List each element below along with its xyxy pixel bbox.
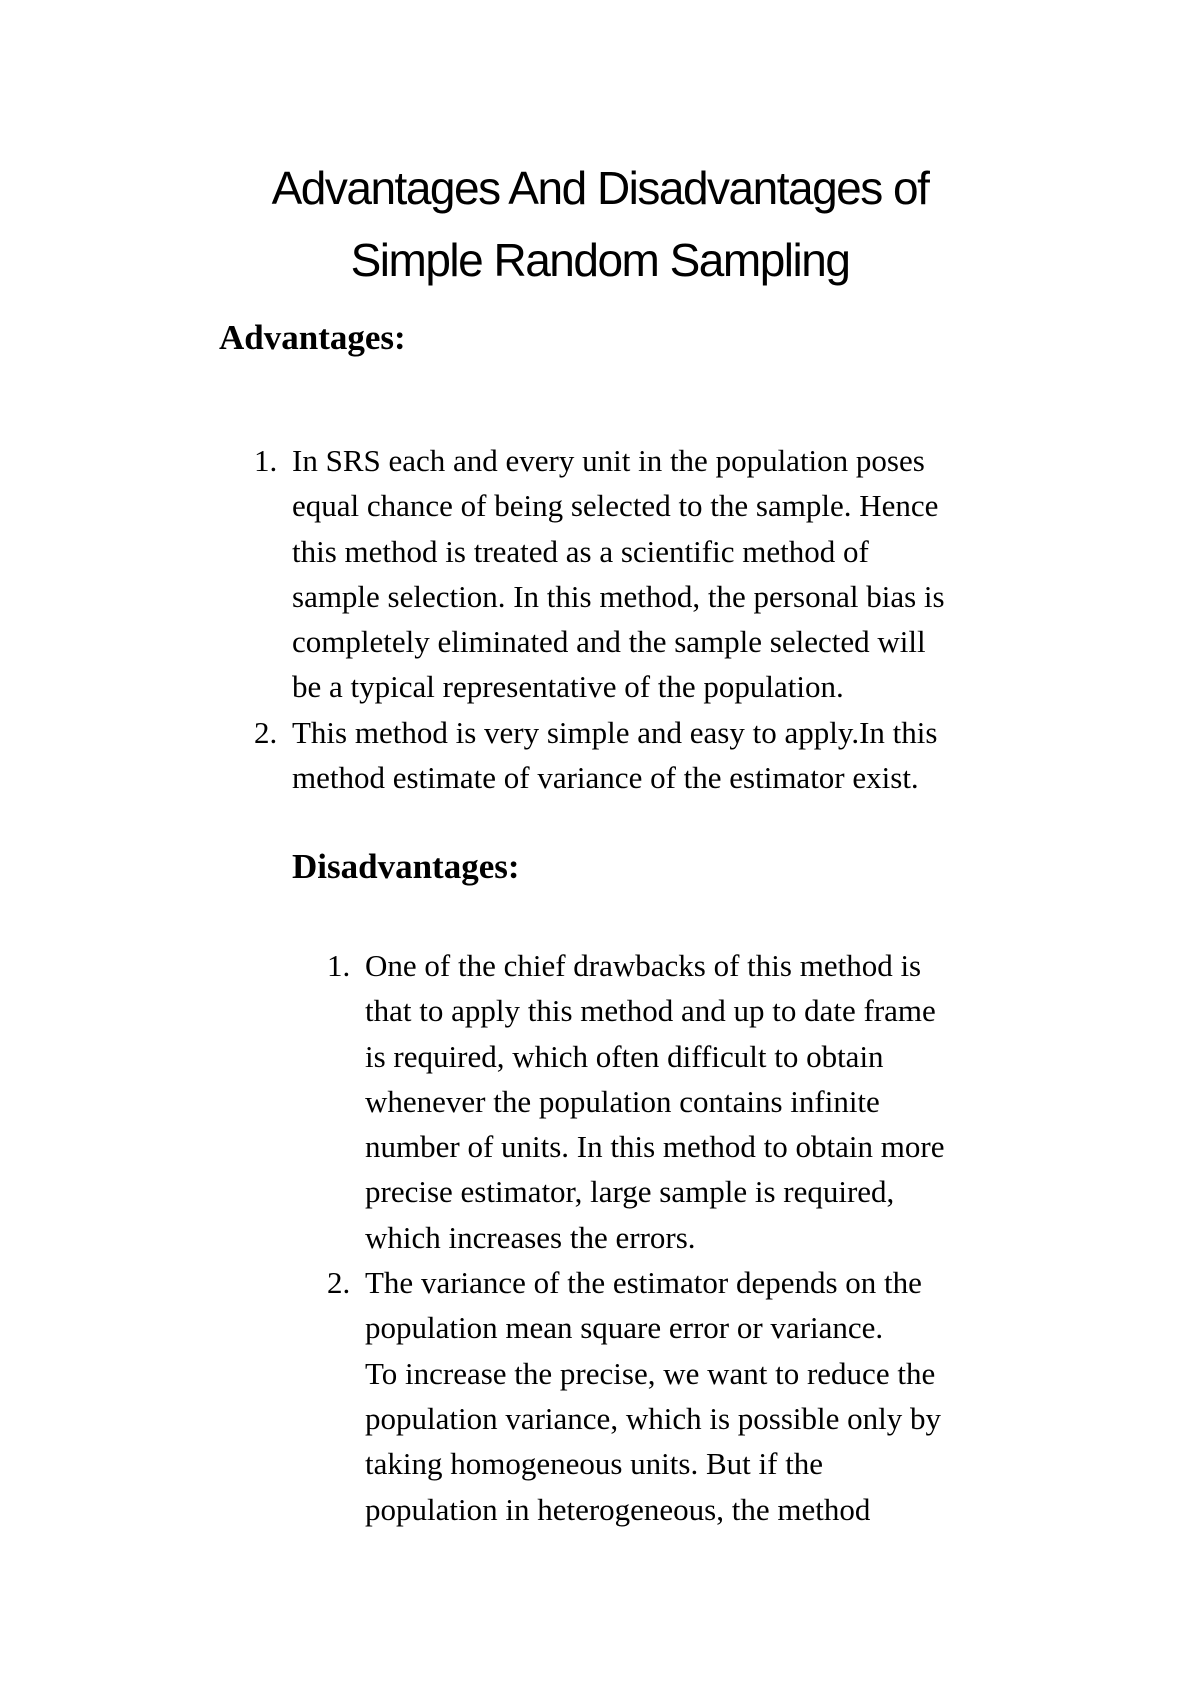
list-line: number of units. In this method to obtain more	[365, 1129, 945, 1165]
disadvantages-item-2	[327, 1260, 1125, 1532]
disadvantages-heading: Disadvantages:	[292, 847, 520, 886]
list-line: whenever the population contains infinite	[365, 1083, 880, 1119]
list-number: 1.	[327, 948, 351, 983]
list-line: precise estimator, large sample is required,	[365, 1174, 895, 1210]
title-line-2: Simple Random Sampling	[350, 234, 850, 286]
list-line: sample selection. In this method, the personal bias is	[292, 578, 945, 614]
advantages-list	[254, 438, 1112, 800]
list-line: population variance, which is possible only by	[365, 1400, 941, 1436]
list-line: equal chance of being selected to the sample. Hence	[292, 488, 939, 524]
list-line: To increase the precise, we want to reduce the	[365, 1355, 936, 1391]
document-title	[200, 152, 1000, 296]
list-line: taking homogeneous units. But if the	[365, 1446, 824, 1482]
list-line: which increases the errors.	[365, 1219, 696, 1255]
advantages-heading: Advantages:	[219, 318, 406, 357]
list-line: One of the chief drawbacks of this method is	[365, 948, 922, 983]
advantages-item-1	[254, 438, 1112, 710]
list-line: method estimate of variance of the estimator exist.	[292, 760, 919, 796]
advantages-item-2	[254, 710, 1112, 801]
list-line: completely eliminated and the sample selected will	[292, 624, 926, 660]
list-line: population in heterogeneous, the method	[365, 1491, 871, 1527]
disadvantages-list	[327, 943, 1125, 1532]
list-line: that to apply this method and up to date frame	[365, 993, 936, 1029]
list-line: The variance of the estimator depends on the	[365, 1265, 922, 1301]
list-line: be a typical representative of the population.	[292, 669, 844, 705]
list-line: In SRS each and every unit in the population poses	[292, 443, 925, 478]
list-number: 2.	[327, 1265, 351, 1301]
list-line: is required, which often difficult to obtain	[365, 1038, 884, 1074]
list-line: population mean square error or variance.	[365, 1310, 884, 1346]
list-number: 1.	[254, 443, 278, 478]
list-line: This method is very simple and easy to apply.In this	[292, 714, 938, 750]
list-line: this method is treated as a scientific method of	[292, 533, 869, 569]
list-number: 2.	[254, 714, 278, 750]
disadvantages-item-1	[327, 943, 1125, 1260]
title-line-1: Advantages And Disadvantages of	[271, 162, 929, 214]
